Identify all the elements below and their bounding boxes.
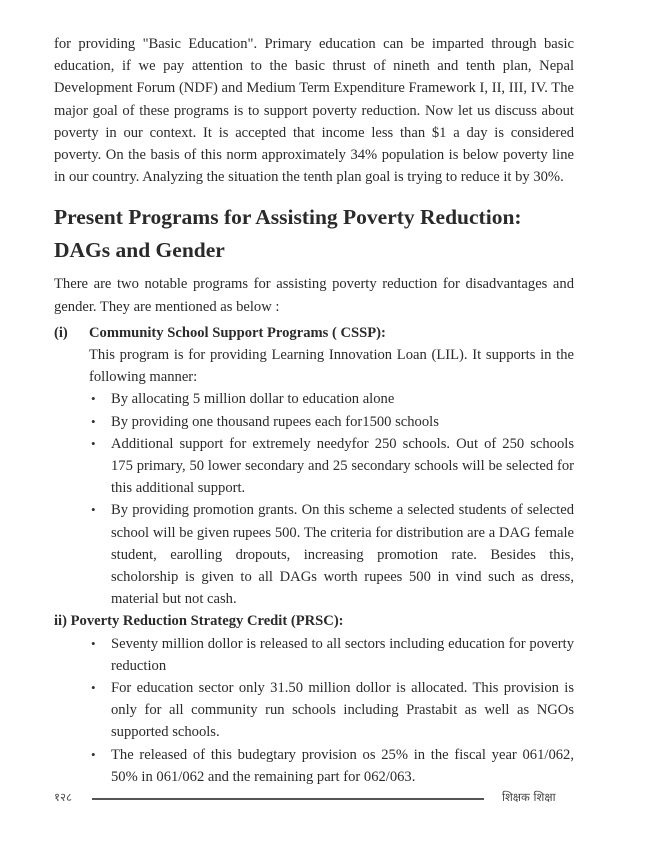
program-bullet-list (91, 633, 574, 788)
list-item (91, 633, 574, 677)
list-item-text: Additional support for extremely needyfor 250 schools. Out of 250 schools 175 primary, 50 lower secondary and 25 secondary schools will be selected for this additional support. (111, 435, 574, 497)
program-description: This program is for providing Learning Innovation Loan (LIL). It supports in the following manner: (89, 347, 574, 386)
page-number: १२८ (54, 790, 72, 804)
bullet-icon: • (91, 435, 96, 451)
running-title: शिक्षक शिक्षा (502, 790, 556, 804)
program-number: (i) (54, 324, 68, 341)
list-item-text: By providing promotion grants. On this scheme a selected students of selected school will be given rupees 500. The criteria for distribution are a DAG female student, earolling dropouts, increasing promotion rate. Besides this, scholorship is given to all DAGs worth rupees 500 in vind such as dress, material but not cash. (111, 502, 574, 608)
section-heading: Present Programs for Assisting Poverty Reduction: DAGs and Gender (54, 205, 522, 263)
bullet-icon: • (91, 680, 96, 696)
program-number: ii) (54, 613, 67, 630)
bullet-icon: • (91, 413, 96, 429)
list-item (91, 411, 574, 433)
list-item-text: For education sector only 31.50 million dollor is allocated. This provision is only for all community run schools including Prastabit as well as NGOs supported schools. (111, 680, 574, 741)
opening-paragraph: for providing "Basic Education". Primary education can be imparted through basic education, if we pay attention to the basic thrust of nineth and tenth plan, Nepal Development Forum (NDF) and Medium Term Expenditure Framework I, II, III, IV. The major goal of these programs is to support poverty reduction. Now let us discuss about poverty in our context. It is accepted that income less than $1 a day is considered poverty. On the basis of this norm approximately 34% population is below poverty line in our country. Analyzing the situation the tenth plan goal is trying to reduce it by 30%. (54, 36, 574, 186)
list-item (91, 433, 574, 500)
list-item (91, 499, 574, 610)
bullet-icon: • (91, 746, 96, 762)
list-item-text: The released of this budegtary provision os 25% in the fiscal year 061/062, 50% in 061/062 and the remaining part for 062/063. (111, 746, 574, 785)
intro-paragraph: There are two notable programs for assisting poverty reduction for disadvantages and gender. They are mentioned as below : (54, 276, 574, 315)
bullet-icon: • (91, 502, 96, 518)
footer-rule (92, 798, 484, 800)
program-heading (54, 322, 574, 344)
list-item (91, 677, 574, 744)
list-item-text: By allocating 5 million dollar to education alone (111, 391, 395, 408)
bullet-icon: • (91, 635, 96, 651)
list-item (91, 388, 574, 410)
list-item-text: Seventy million dollor is released to all sectors including education for poverty reduction (111, 635, 574, 674)
program-title: Community School Support Programs ( CSSP): (89, 324, 386, 341)
list-item (91, 744, 574, 788)
program-prsc (54, 610, 574, 788)
program-title: Poverty Reduction Strategy Credit (PRSC): (70, 613, 344, 630)
program-heading (54, 610, 574, 632)
bullet-icon: • (91, 391, 96, 407)
program-bullet-list (91, 388, 574, 610)
document-page (54, 33, 574, 788)
page-footer (54, 790, 574, 810)
list-item-text: By providing one thousand rupees each for1500 schools (111, 413, 439, 430)
program-cssp (54, 322, 574, 611)
